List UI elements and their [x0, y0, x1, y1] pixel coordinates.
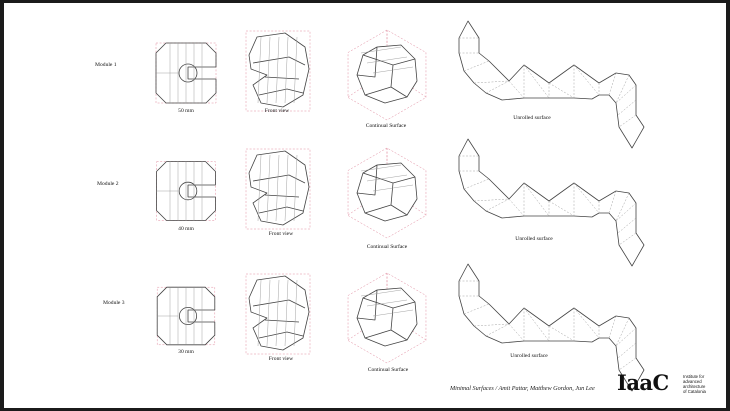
unrolled-fold-line [486, 81, 509, 93]
front-contour-line [294, 155, 297, 221]
module-3-plan-view [157, 287, 215, 345]
unrolled-fold-line [616, 75, 629, 103]
front-contour-line [258, 37, 261, 103]
institute-line: advanced [683, 378, 702, 384]
institute-line: of Catalonia [683, 388, 706, 394]
front-outline [249, 33, 309, 107]
front-contour-line [276, 155, 279, 221]
institute-line: Institute for [683, 374, 705, 379]
unrolled-fold-line [474, 199, 509, 201]
slide [4, 3, 726, 408]
module-2-front-view-label: Front view [268, 231, 294, 237]
front-contour-line [294, 37, 297, 103]
institute-line: architecture [683, 383, 706, 389]
unrolled-fold-line [616, 193, 629, 221]
module-2-plan-view [157, 162, 216, 221]
unrolled-fold-line [464, 179, 489, 189]
unrolled-fold-line [616, 328, 636, 346]
front-contour-line [276, 280, 279, 346]
front-contour-line [285, 155, 288, 221]
unrolled-fold-line [549, 201, 574, 216]
surface-guide-axes [348, 273, 426, 340]
front-contour-line [285, 280, 288, 346]
unrolled-fold-line [619, 358, 636, 370]
module-3-continual-surface [348, 273, 426, 363]
unrolled-fold-line [616, 318, 629, 346]
unrolled-fold-line [616, 85, 636, 103]
unrolled-fold-line [464, 61, 489, 71]
front-contour-line [276, 37, 279, 103]
unrolled-fold-line [474, 324, 509, 326]
unrolled-fold-line [616, 203, 636, 221]
unrolled-fold-line [509, 81, 524, 98]
unrolled-fold-line [524, 65, 549, 98]
unrolled-fold-line [524, 183, 549, 216]
unrolled-fold-line [474, 81, 509, 83]
surface-facet-lines [357, 165, 415, 215]
surface-facet-lines [357, 47, 415, 97]
module-2-unrolled-label: Unrolled surface [515, 236, 553, 242]
front-ridge-lines [253, 175, 305, 213]
surface-hatch-line [367, 300, 407, 306]
unrolled-fold-line [549, 83, 574, 98]
front-contour-line [258, 280, 261, 346]
module-3-unrolled-label: Unrolled surface [510, 353, 548, 359]
module-1-label: Module 1 [95, 62, 117, 68]
unrolled-fold-line [509, 324, 524, 341]
module-2-label: Module 2 [97, 181, 119, 187]
unrolled-fold-line [618, 343, 636, 358]
module-1-surface-label: Continual Surface [365, 123, 407, 129]
module-1-plan-view [156, 43, 216, 103]
unrolled-fold-line [486, 199, 509, 211]
unrolled-fold-line [549, 326, 574, 341]
module-2-unrolled-surface [459, 139, 644, 266]
front-contour-line [285, 37, 288, 103]
module-3-label: Module 3 [103, 300, 125, 306]
surface-guide-axes [348, 30, 426, 97]
unrolled-fold-line [524, 308, 549, 341]
institute-name [683, 375, 706, 395]
module-1-size-label: 50 mm [178, 108, 194, 114]
front-ridge-lines [253, 57, 305, 95]
credits: Minimal Surfaces / Amit Pattar, Matthew Gordon, Jun Lee [450, 385, 595, 392]
front-contour-line [258, 155, 261, 221]
front-contour-line [294, 280, 297, 346]
unrolled-fold-line [464, 304, 489, 314]
module-3-front-view [246, 274, 310, 354]
surface-guide-axes [348, 148, 426, 215]
module-2-size-label: 40 mm [178, 226, 194, 232]
module-2-surface-label: Continual Surface [366, 244, 408, 250]
module-1-unrolled-surface [459, 21, 644, 148]
front-outline [249, 151, 309, 225]
surface-facet-lines [357, 290, 415, 340]
iaac-logo [617, 372, 669, 393]
unrolled-fold-line [618, 100, 636, 115]
front-ridge-lines [253, 300, 305, 338]
surface-hatch-line [361, 47, 401, 53]
unrolled-fold-line [618, 218, 636, 233]
unrolled-fold-line [486, 324, 509, 336]
surface-hatch-line [367, 57, 407, 63]
unrolled-fold-line [619, 233, 636, 245]
unrolled-fold-line [509, 199, 524, 216]
surface-hatch-line [367, 175, 407, 181]
iaac-logo-wordmark: IaaC [617, 370, 669, 395]
unrolled-outline [459, 21, 644, 148]
unrolled-fold-line [619, 115, 636, 127]
surface-hatch-line [361, 165, 401, 171]
module-1-front-view [246, 31, 310, 111]
module-3-size-label: 30 mm [178, 349, 194, 355]
module-1-unrolled-label: Unrolled surface [513, 115, 551, 121]
module-2-continual-surface [348, 148, 426, 238]
module-1-continual-surface [348, 30, 426, 120]
module-1-front-view-label: Front view [264, 108, 290, 114]
front-outline [249, 276, 309, 350]
module-3-surface-label: Continual Surface [367, 367, 409, 373]
module-2-front-view [246, 149, 310, 229]
module-3-front-view-label: Front view [268, 356, 294, 362]
surface-hatch-line [361, 290, 401, 296]
unrolled-outline [459, 139, 644, 266]
